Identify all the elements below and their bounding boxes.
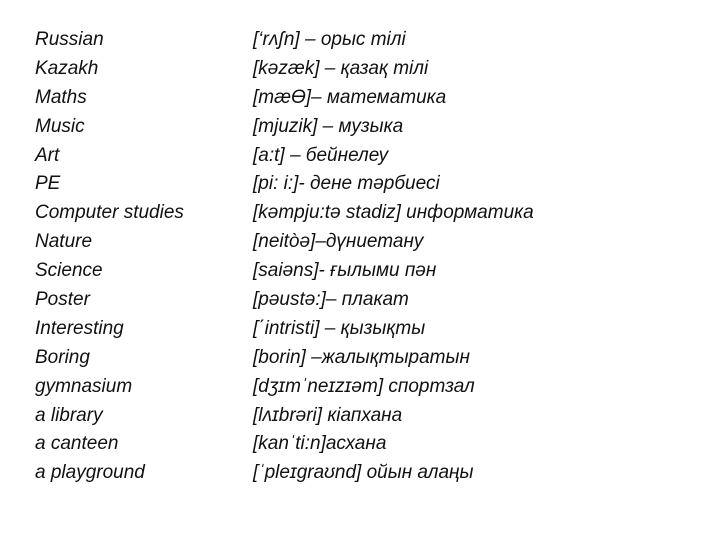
vocab-row-art xyxy=(35,141,685,170)
vocab-row-pe xyxy=(35,169,685,198)
translation-playground: [ˈpleɪɡraʊnd] ойын алаңы xyxy=(253,462,474,484)
translation-kazakh: [kəzæk] – қазақ тілі xyxy=(253,57,429,79)
vocab-row-computer-studies xyxy=(35,198,685,227)
term-art: Art xyxy=(35,144,60,166)
translation-pe: [pi: i:]- дене тәрбиесі xyxy=(253,173,440,195)
vocab-row-russian xyxy=(35,25,685,54)
vocab-row-boring xyxy=(35,343,685,372)
translation-computer-studies: [kəmpju:tə stadiz] информатика xyxy=(253,202,534,224)
translation-science: [saiəns]- ғылыми пән xyxy=(253,260,437,282)
term-russian: Russian xyxy=(35,28,104,50)
vocab-row-playground xyxy=(35,458,685,487)
vocab-row-kazakh xyxy=(35,54,685,83)
vocabulary-list xyxy=(35,25,685,487)
translation-library: [lʌɪbrəri] кіапхана xyxy=(253,404,403,426)
term-interesting: Interesting xyxy=(35,317,124,339)
vocab-row-nature xyxy=(35,227,685,256)
translation-gymnasium: [dʒɪmˈneɪzɪəm] спортзал xyxy=(253,375,475,397)
vocab-row-science xyxy=(35,256,685,285)
translation-canteen: [kanˈti:n]асхана xyxy=(253,433,387,455)
translation-interesting: [΄intristi] – қызықты xyxy=(253,317,426,339)
term-boring: Boring xyxy=(35,346,90,368)
translation-nature: [neitòə]–дүниетану xyxy=(253,231,424,253)
translation-art: [a:t] – бейнелеу xyxy=(253,144,389,166)
term-nature: Nature xyxy=(35,231,93,253)
translation-music: [mjuzik] – музыка xyxy=(253,115,404,137)
vocab-row-library xyxy=(35,401,685,430)
term-maths: Maths xyxy=(35,86,87,108)
term-gymnasium: gymnasium xyxy=(35,375,133,397)
term-poster: Poster xyxy=(35,288,90,310)
vocab-row-canteen xyxy=(35,429,685,458)
term-canteen: a canteen xyxy=(35,433,119,455)
term-science: Science xyxy=(35,260,103,282)
vocab-row-poster xyxy=(35,285,685,314)
vocab-row-maths xyxy=(35,83,685,112)
vocab-row-gymnasium xyxy=(35,372,685,401)
translation-poster: [pəustə:]– плакат xyxy=(253,288,409,310)
translation-russian: [‘rʌʃn] – орыс тілі xyxy=(253,28,406,50)
term-library: a library xyxy=(35,404,103,426)
translation-boring: [borin] –жалықтыратын xyxy=(253,346,470,368)
term-kazakh: Kazakh xyxy=(35,57,99,79)
term-pe: PE xyxy=(35,173,61,195)
vocab-row-interesting xyxy=(35,314,685,343)
translation-maths: [mæƟ]– математика xyxy=(253,86,447,108)
term-music: Music xyxy=(35,115,85,137)
term-computer-studies: Computer studies xyxy=(35,202,184,224)
term-playground: a playground xyxy=(35,462,145,484)
vocab-row-music xyxy=(35,112,685,141)
